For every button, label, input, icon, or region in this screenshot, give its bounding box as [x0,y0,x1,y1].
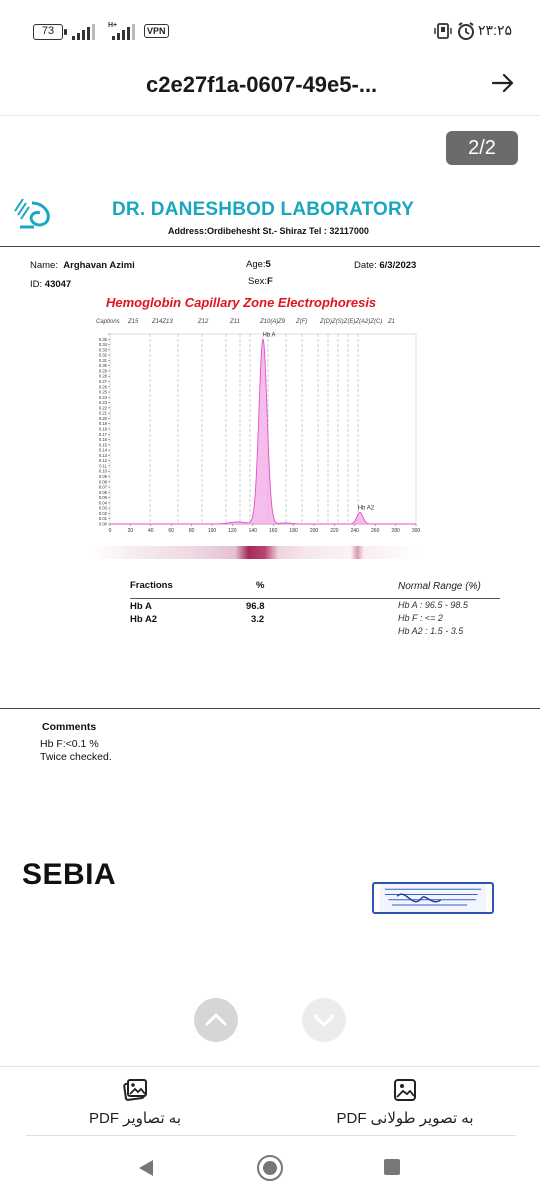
y-tick-label: 0.19 [98,421,107,427]
x-tick-label: 120 [228,528,237,534]
zone-label: Z(F) [296,319,308,325]
patient-name: Name: Arghavan Azimi [30,260,135,271]
next-page-button[interactable] [302,998,346,1042]
y-tick-label: 0.00 [98,521,107,527]
divider [0,708,540,709]
zone-label: Z10(A) [260,319,279,325]
peak-label: Hb A2 [357,505,375,512]
status-time: ۲۳:۲۵ [478,22,512,38]
manufacturer-logo: SEBIA [22,858,117,891]
zone-label: Z1 [388,319,396,325]
x-tick-label: 140 [248,528,257,534]
home-button[interactable] [257,1155,283,1181]
recent-apps-button[interactable] [384,1159,400,1175]
y-tick-label: 0.30 [98,363,107,369]
y-tick-label: 0.08 [98,479,107,485]
zone-label: Z(D)Z(S)Z(E)Z(A2)Z(C) [320,319,383,325]
divider [0,246,540,247]
chevron-up-icon [194,998,238,1042]
y-tick-label: 0.26 [98,384,107,390]
arrow-right-icon[interactable] [488,68,518,98]
signal-icon [72,24,95,40]
x-tick-label: 200 [309,528,319,534]
zone-label: Z14Z13 [152,319,173,325]
y-tick-label: 0.34 [98,342,107,348]
zone-label: Captions [96,319,120,325]
y-tick-label: 0.02 [98,510,107,516]
lab-logo-icon [12,193,58,231]
zone-label: Z15 [128,319,139,325]
y-tick-label: 0.13 [98,452,107,458]
y-tick-label: 0.18 [98,426,107,432]
y-tick-label: 0.28 [98,373,107,379]
y-tick-label: 0.04 [98,500,107,506]
document-title: c2e27f1a-0607-49e5-... [146,72,378,97]
gel-strip [90,546,420,559]
zone-label: Z12 [198,319,209,325]
y-tick-label: 0.21 [98,410,107,416]
results-table [130,578,500,648]
x-tick-label: 240 [350,528,359,534]
fraction-value: 3.2 [251,614,265,625]
to-long-image-button[interactable] [270,1067,540,1137]
x-tick-label: 20 [127,528,134,534]
to-images-label: به تصاویر PDF [89,1110,181,1127]
page-indicator: 2/2 [446,131,518,165]
normal-range-header: Normal Range (%) [398,581,481,592]
divider [26,1135,516,1136]
patient-id: ID: 43047 [30,279,72,290]
x-tick-label: 0 [108,528,112,534]
table-divider [130,598,500,599]
y-tick-label: 0.25 [98,389,107,395]
zone-label: Z9 [278,319,286,325]
percent-header: % [256,580,265,591]
normal-range: Hb A2 : 1.5 - 3.5 [398,626,464,636]
chevron-down-icon [302,998,346,1042]
network-type-label: H+ [108,22,118,29]
signature-stamp [372,882,494,914]
y-tick-label: 0.35 [98,336,107,342]
to-long-image-label: به تصویر طولانی PDF [336,1110,474,1127]
x-tick-label: 260 [371,528,380,534]
lab-address: Address:Ordibehesht St.- Shiraz Tel : 32117000 [168,226,369,236]
report-date: Date: 6/3/2023 [354,260,417,271]
y-tick-label: 0.27 [98,379,107,384]
x-tick-label: 280 [391,528,400,534]
comment-line: Hb F:<0.1 % [40,738,99,750]
peak-label: Hb A [262,332,276,339]
y-tick-label: 0.15 [98,442,107,448]
y-tick-label: 0.11 [99,463,107,469]
y-tick-label: 0.01 [98,516,107,522]
comments-title: Comments [42,721,97,733]
status-bar [0,0,540,60]
y-tick-label: 0.20 [98,415,107,421]
y-tick-label: 0.12 [98,458,107,464]
patient-age: Age:5 [246,259,271,270]
y-tick-label: 0.16 [98,437,107,443]
y-tick-label: 0.31 [98,357,107,363]
patient-sex: Sex:F [248,276,273,287]
images-icon [122,1077,148,1103]
normal-range: Hb F : <= 2 [398,613,443,623]
to-images-button[interactable] [0,1067,270,1137]
fraction-name: Hb A [130,601,152,612]
image-icon [392,1077,418,1103]
battery-indicator: 73 [33,24,63,40]
system-nav-bar [0,1146,540,1200]
y-tick-label: 0.33 [98,347,107,353]
y-tick-label: 0.07 [98,484,107,490]
y-tick-label: 0.24 [98,394,107,400]
x-tick-label: 160 [269,528,278,534]
y-tick-label: 0.32 [98,352,107,358]
previous-page-button[interactable] [194,998,238,1042]
y-tick-label: 0.06 [98,489,107,495]
x-tick-label: 80 [188,528,195,534]
test-title: Hemoglobin Capillary Zone Electrophoresis [106,295,377,310]
y-tick-label: 0.09 [98,474,107,479]
back-triangle-icon[interactable] [137,1158,155,1178]
alarm-icon [456,21,476,41]
y-tick-label: 0.03 [98,505,107,511]
action-bar [0,1066,540,1136]
vibrate-icon [433,21,453,41]
x-tick-label: 300 [411,528,420,534]
fractions-header: Fractions [130,580,173,591]
y-tick-label: 0.23 [98,400,107,406]
y-tick-label: 0.10 [98,468,107,474]
lab-name: DR. DANESHBOD LABORATORY [112,199,415,220]
fraction-name: Hb A2 [130,614,158,625]
x-tick-label: 40 [148,528,154,534]
y-tick-label: 0.17 [98,431,107,437]
x-tick-label: 180 [289,528,298,534]
x-tick-label: 60 [168,528,174,534]
y-tick-label: 0.29 [98,368,107,374]
signal-icon-2 [112,24,135,40]
y-tick-label: 0.22 [98,405,107,411]
x-tick-label: 220 [330,528,339,534]
fraction-value: 96.8 [246,601,265,612]
zone-label: Z11 [230,319,240,325]
title-bar [0,60,540,116]
y-tick-label: 0.05 [98,495,107,501]
comment-line: Twice checked. [40,751,112,763]
y-tick-label: 0.14 [98,447,107,453]
x-tick-label: 100 [207,528,217,534]
electrophoresis-chart [90,312,420,534]
normal-range: Hb A : 96.5 - 98.5 [398,600,468,610]
trace-fill [110,339,416,524]
vpn-badge: VPN [144,24,169,38]
